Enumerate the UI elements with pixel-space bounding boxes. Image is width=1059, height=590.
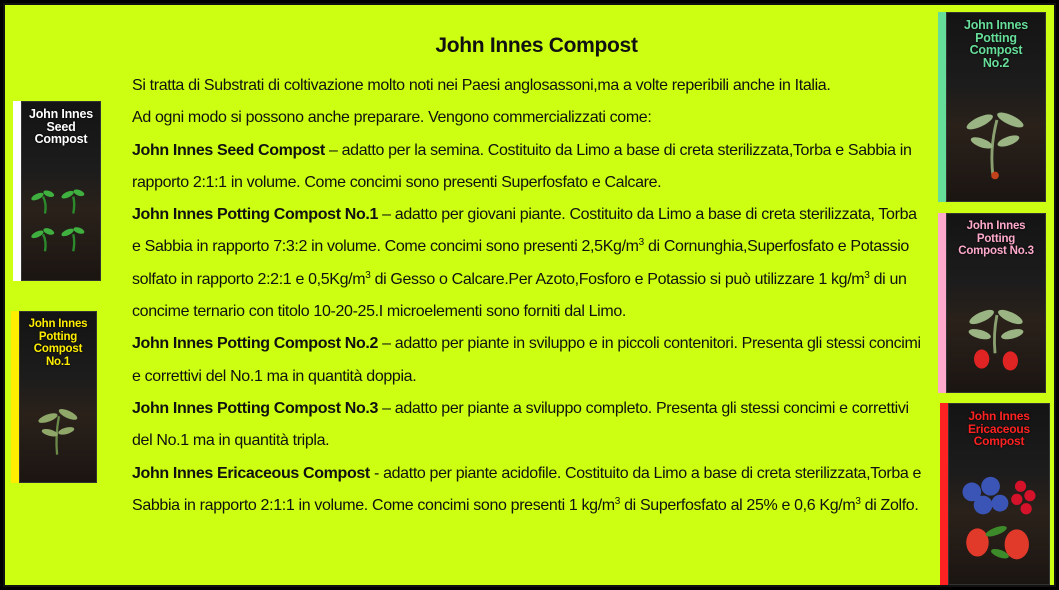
page-title: John Innes Compost [435, 34, 638, 57]
term-ericaceous: John Innes Ericaceous Compost [132, 464, 370, 482]
strawberry-plant-icon [953, 294, 1039, 382]
paragraph-no2: John Innes Potting Compost No.2 – adatto per piante in sviluppo e in piccoli contenitori. Presenta gli stessi concimi e correttivi del No.1 ma in quantità doppia. [132, 335, 921, 385]
paragraph-intro-1: Si tratta di Substrati di coltivazione molto noti nei Paesi anglosassoni,ma a volte reperibili anche in Italia. [132, 77, 831, 94]
berries-icon [955, 466, 1043, 574]
box-cover [19, 311, 97, 483]
box-spine [11, 311, 19, 483]
term-no3: John Innes Potting Compost No.3 [132, 399, 379, 417]
box-label: John Innes Seed Compost [29, 107, 93, 146]
box-cover [948, 403, 1050, 585]
slide [3, 3, 1056, 587]
young-plant-icon [26, 387, 90, 472]
box-spine [13, 101, 21, 281]
term-seed: John Innes Seed Compost [132, 141, 325, 159]
box-spine [938, 213, 946, 393]
content [132, 70, 922, 522]
box-label: John Innes Potting Compost No.1 [28, 318, 88, 368]
box-cover [946, 213, 1046, 393]
term-no2: John Innes Potting Compost No.2 [132, 335, 379, 353]
paragraph-intro-2: Ad ogni modo si possono anche preparare. Vengono commercializzati come: [132, 109, 652, 127]
product-box-no3 [938, 213, 1046, 393]
product-box-seed [13, 101, 101, 281]
growing-plant-icon [953, 91, 1039, 191]
paragraph-no1: John Innes Potting Compost No.1 – adatto per giovani piante. Costituito da Limo a base di creta sterilizzata, Torba e Sabbia in rapporto 7:3:2 in volume. Come concimi sono presenti $2,5Kg/m^3$ di Cornunghia,Superfosfato e Potassio solfato in rapporto 2:2:1 e $0,5Kg/m^3$ di Gesso o Calcare.Per Azoto,Fosforo e Potassio si può utilizzare 1 $kg/m^3$ di un concime ternario con titolo 10-20-25.I microelementi sono forniti dal Limo. [132, 206, 917, 321]
box-spine [940, 403, 948, 585]
product-box-ericaceous [940, 403, 1050, 585]
paragraph-seed: John Innes Seed Compost – adatto per la semina. Costituito da Limo a base di creta sterilizzata,Torba e Sabbia in rapporto 2:1:1 in volume. Come concimi sono presenti Superfosfato e Calcare. [132, 141, 912, 191]
box-label: John Innes Potting Compost No.2 [964, 18, 1028, 70]
box-spine [938, 12, 946, 202]
paragraph-ericaceous: John Innes Ericaceous Compost - adatto per piante acidofile. Costituito da Limo a base di creta sterilizzata,Torba e Sabbia in rapporto 2:1:1 in volume. Come concimi sono presenti 1 $kg/m^3$ di Superfosfato al 25% e 0,6 $Kg/m^3$ di Zolfo. [132, 464, 922, 514]
seedlings-icon [28, 175, 94, 270]
box-label: John Innes Ericaceous Compost [967, 409, 1031, 448]
box-label: John Innes Potting Compost No.3 [958, 220, 1034, 257]
term-no1: John Innes Potting Compost No.1 [132, 206, 379, 224]
paragraph-no3: John Innes Potting Compost No.3 – adatto per piante a sviluppo completo. Presenta gli stessi concimi e correttivi del No.1 ma in quantità tripla. [132, 399, 909, 450]
box-cover [946, 12, 1046, 202]
product-box-no1 [11, 311, 97, 483]
box-cover [21, 101, 101, 281]
product-box-no2 [938, 12, 1046, 202]
